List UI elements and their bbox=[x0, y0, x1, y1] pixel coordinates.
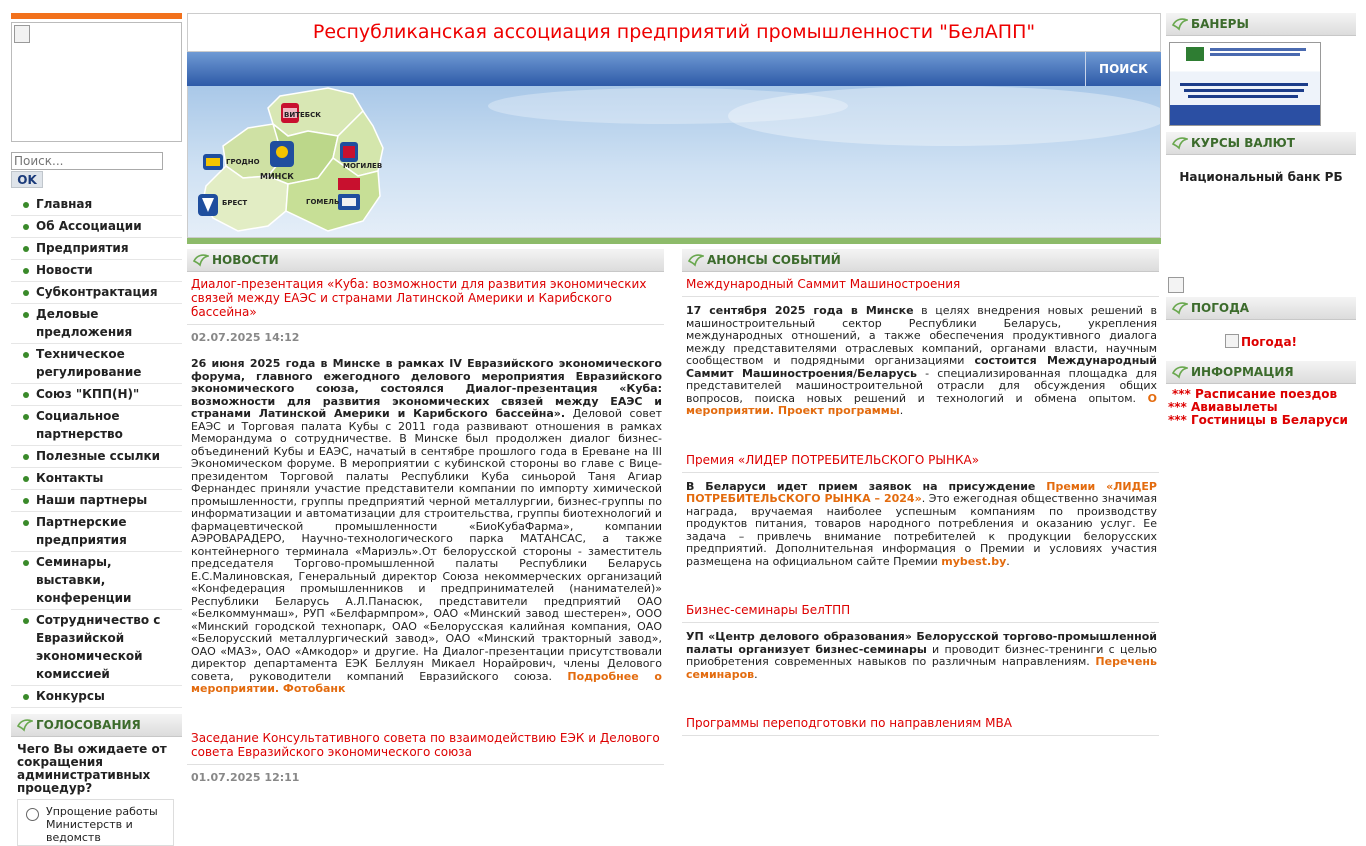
menu-item-tech-regulation[interactable]: Техническое регулирование bbox=[11, 344, 182, 384]
menu-item-seminars[interactable]: Семинары, выставки, конференции bbox=[11, 552, 182, 610]
menu-item-news[interactable]: Новости bbox=[11, 260, 182, 282]
map-label-minsk: МИНСК bbox=[260, 172, 294, 181]
menu-item-business-offers[interactable]: Деловые предложения bbox=[11, 304, 182, 344]
bullet-icon bbox=[23, 414, 29, 420]
leaf-icon bbox=[17, 718, 33, 732]
nav-bar bbox=[187, 52, 1161, 86]
leaf-icon bbox=[193, 253, 209, 267]
spacer bbox=[682, 418, 1159, 448]
belarus-map bbox=[188, 86, 1161, 237]
event-body: В Беларуси идет прием заявок на присуждение Премии «ЛИДЕР ПОТРЕБИТЕЛЬСКОГО РЫНКА – 2024». Это ежегодная общественно значимая награда, вручаемая наиболее успешным компаниям по производству продуктов питания, товаров народного потребления и оказанию услуг. Ее задача – привлечь внимание потребителей к продукции белорусских предприятий. Дополнительная информация о Премии и условиях участия размещена на официальном сайте Премии mybest.by. bbox=[686, 479, 1157, 568]
poll-option[interactable]: Упрощение работы Министерств и ведомств bbox=[17, 799, 174, 846]
right-sidebar bbox=[1166, 13, 1356, 427]
page-header bbox=[187, 13, 1161, 235]
banner-graphic bbox=[1170, 43, 1320, 125]
map-label-gomel: ГОМЕЛЬ bbox=[306, 198, 340, 206]
weather-header: ПОГОДА bbox=[1166, 297, 1356, 320]
events-header: АНОНСЫ СОБЫТИЙ bbox=[682, 249, 1159, 272]
search-link[interactable]: ПОИСК bbox=[1085, 52, 1161, 86]
poll-question: Чего Вы ожидаете от сокращения административных процедур? bbox=[17, 742, 167, 795]
menu-item-about[interactable]: Об Ассоциации bbox=[11, 216, 182, 238]
bullet-icon bbox=[23, 520, 29, 526]
broken-image-icon bbox=[1168, 277, 1184, 293]
leaf-icon bbox=[1172, 301, 1188, 315]
bullet-icon bbox=[23, 290, 29, 296]
menu-item-enterprises[interactable]: Предприятия bbox=[11, 238, 182, 260]
event-title[interactable]: Программы переподготовки по направлениям МВА bbox=[682, 711, 1159, 736]
news-item-date: 01.07.2025 12:11 bbox=[191, 770, 300, 784]
news-text: Деловой совет ЕАЭС и Торговая палата Кубы с 2011 года развивают отношения в рамках Меморандума о сотрудничестве. В Минске был продолжен диалог бизнес-объединений Кубы и ЕАЭС, начатый в сентябре прошлого года в Ереване на III Экономическом форуме. В мероприятии с кубинской стороны во главе с Вице-президентом Торговой палаты Республики Куба синьорой Таня Агиар Фернандес приняли участие представители компании по импорту химической промышленности, группы предприятий черной металлургии, бизнес-группы по информатизации и автоматизации для строительства, группы биотехнологий и фармацевтической промышленности «БиоКубаФарма», компании АЭРОВАРАДЕРО, Научно-технологического парка МАТАНСАС, а также контейнерного терминала «Мариэль».От белорусской стороны - заместитель председателя Торгово-промышленной палаты Республики Беларусь Е.С.Малиновская, Генеральный директор Союза некоммерческих организаций «Конфедерация промышленников и предпринимателей (нанимателей)» Республики Беларусь А.Л.Панасюк, представители предприятий ОАО «Белкоммунмаш», РУП «Белфармпром», ОАО «Минский завод шестерен», ООО «Минский городской технопарк, ОАО «Белорусская калийная компания, ОАО «Белорусский металлургический завод», ОАО «Минский тракторный завод», ОАО «МАЗ», ОАО «Амкодор» и другие. На Диалог-презентации присутствовали директор департамента ЕЭК Беллуян Микаел Норайрович, члены Делового совета, руководители компаний Евразийского союза. bbox=[191, 407, 662, 683]
bullet-icon bbox=[23, 352, 29, 358]
event-title[interactable]: Международный Саммит Машиностроения bbox=[682, 272, 1159, 297]
menu-item-partner-enterprises[interactable]: Партнерские предприятия bbox=[11, 512, 182, 552]
news-item-title[interactable]: Диалог-презентация «Куба: возможности для развития экономических связей между ЕАЭС и странами Латинской Америки и Карибского бассейна» bbox=[187, 272, 664, 325]
partner-banner[interactable] bbox=[1169, 42, 1321, 126]
news-header: НОВОСТИ bbox=[187, 249, 664, 272]
leaf-icon bbox=[1172, 17, 1188, 31]
map-label-vitebsk: ВИТЕБСК bbox=[284, 111, 321, 119]
leaf-icon bbox=[688, 253, 704, 267]
menu-item-eec-cooperation[interactable]: Сотрудничество с Евразийской экономической комиссией bbox=[11, 610, 182, 686]
event-title[interactable]: Премия «ЛИДЕР ПОТРЕБИТЕЛЬСКОГО РЫНКА» bbox=[682, 448, 1159, 473]
bullet-icon bbox=[23, 246, 29, 252]
main-menu bbox=[11, 194, 182, 708]
divider-strip bbox=[187, 238, 1161, 244]
event-link[interactable]: Перечень семинаров bbox=[686, 655, 1157, 681]
menu-item-contacts[interactable]: Контакты bbox=[11, 468, 182, 490]
events-column bbox=[682, 249, 1159, 736]
menu-item-partners[interactable]: Наши партнеры bbox=[11, 490, 182, 512]
poll-block bbox=[11, 714, 182, 846]
info-links bbox=[1166, 384, 1356, 427]
radio-button[interactable] bbox=[26, 808, 39, 821]
rates-source: Национальный банк РБ bbox=[1179, 170, 1343, 184]
menu-item-subcontracting[interactable]: Субконтрактация bbox=[11, 282, 182, 304]
map-label-brest: БРЕСТ bbox=[222, 199, 248, 207]
flights-link[interactable]: *** Авиавылеты bbox=[1168, 400, 1278, 414]
map-label-grodno: ГРОДНО bbox=[226, 158, 260, 166]
left-sidebar bbox=[11, 13, 182, 846]
bullet-icon bbox=[23, 454, 29, 460]
banners-header: БАНЕРЫ bbox=[1166, 13, 1356, 36]
event-body: 17 сентября 2025 года в Минске в целях внедрения новых решений в машиностроительный сектор Республики Беларусь, укрепления международных отношений, а также обеспечения продуктивного диалога между представителями отраслевых компаний, органами власти, научным сообществом и подрядными организациями состоится Международный Саммит Машиностроения/Беларусь - специализированная площадка для представителей машиностроительной отрасли для обсуждения общих вопросов, поиска новых решений и технологий и обмена опытом. О мероприятии. Проект программы. bbox=[686, 304, 1157, 417]
top-accent-bar bbox=[11, 13, 182, 19]
menu-item-kpp[interactable]: Союз "КПП(Н)" bbox=[11, 384, 182, 406]
news-column bbox=[187, 249, 664, 790]
menu-item-contests[interactable]: Конкурсы bbox=[11, 686, 182, 708]
event-title[interactable]: Бизнес-семинары БелТПП bbox=[682, 598, 1159, 623]
event-link[interactable]: О мероприятии. Проект программы bbox=[686, 391, 1157, 417]
broken-image-icon bbox=[1225, 334, 1239, 348]
rates-widget bbox=[1166, 155, 1356, 275]
broken-image-icon bbox=[14, 25, 30, 43]
news-item-body bbox=[187, 350, 664, 696]
hotels-link[interactable]: *** Гостиницы в Беларуси bbox=[1168, 413, 1348, 427]
menu-item-social-partnership[interactable]: Социальное партнерство bbox=[11, 406, 182, 446]
search-ok-button[interactable]: OK bbox=[11, 171, 43, 188]
site-title: Республиканская ассоциация предприятий промышленности "БелАПП" bbox=[187, 13, 1161, 52]
bullet-icon bbox=[23, 224, 29, 230]
map-label-mogilev: МОГИЛЕВ bbox=[343, 162, 383, 170]
spacer bbox=[682, 681, 1159, 711]
logo-image[interactable] bbox=[11, 22, 182, 142]
bullet-icon bbox=[23, 618, 29, 624]
news-item-date: 02.07.2025 14:12 bbox=[191, 331, 300, 344]
rates-header: КУРСЫ ВАЛЮТ bbox=[1166, 132, 1356, 155]
bullet-icon bbox=[23, 202, 29, 208]
bullet-icon bbox=[23, 268, 29, 274]
train-schedule-link[interactable]: *** Расписание поездов bbox=[1172, 387, 1338, 401]
spacer bbox=[187, 696, 664, 726]
bullet-icon bbox=[23, 498, 29, 504]
bullet-icon bbox=[23, 560, 29, 566]
leaf-icon bbox=[1172, 365, 1188, 379]
poll-header: ГОЛОСОВАНИЯ bbox=[11, 714, 182, 737]
info-header: ИНФОРМАЦИЯ bbox=[1166, 361, 1356, 384]
news-more-link[interactable]: Подробнее о мероприятии. Фотобанк bbox=[191, 669, 662, 695]
event-link[interactable]: Премии «ЛИДЕР ПОТРЕБИТЕЛЬСКОГО РЫНКА – 2024» bbox=[686, 479, 1157, 505]
bullet-icon bbox=[23, 694, 29, 700]
news-lead: 26 июня 2025 года в Минске в рамках IV Евразийского экономического форума, главного ежегодного делового мероприятия Евразийского экономического союза, состоялся Диалог-презентация «Куба: возможности для развития экономических связей между ЕАЭС и странами Латинской Америки и Карибского бассейна». bbox=[191, 357, 662, 420]
news-item-title[interactable]: Заседание Консультативного совета по взаимодействию ЕЭК и Делового совета Евразийского экономического союза bbox=[187, 726, 664, 765]
search-form bbox=[11, 152, 182, 188]
menu-item-useful-links[interactable]: Полезные ссылки bbox=[11, 446, 182, 468]
leaf-icon bbox=[1172, 136, 1188, 150]
event-body: УП «Центр делового образования» Белорусской торгово-промышленной палаты организует бизнес-семинары и проводит бизнес-тренинги с целью приобретения современных навыков по различным направлениям. Перечень семинаров. bbox=[686, 630, 1157, 681]
weather-widget[interactable]: Погода! bbox=[1166, 320, 1356, 361]
header-banner bbox=[187, 86, 1161, 238]
bullet-icon bbox=[23, 476, 29, 482]
event-link[interactable]: mybest.by bbox=[941, 554, 1007, 568]
bullet-icon bbox=[23, 312, 29, 318]
spacer bbox=[682, 568, 1159, 598]
menu-item-home[interactable]: Главная bbox=[11, 194, 182, 216]
bullet-icon bbox=[23, 392, 29, 398]
search-input[interactable] bbox=[11, 152, 163, 170]
